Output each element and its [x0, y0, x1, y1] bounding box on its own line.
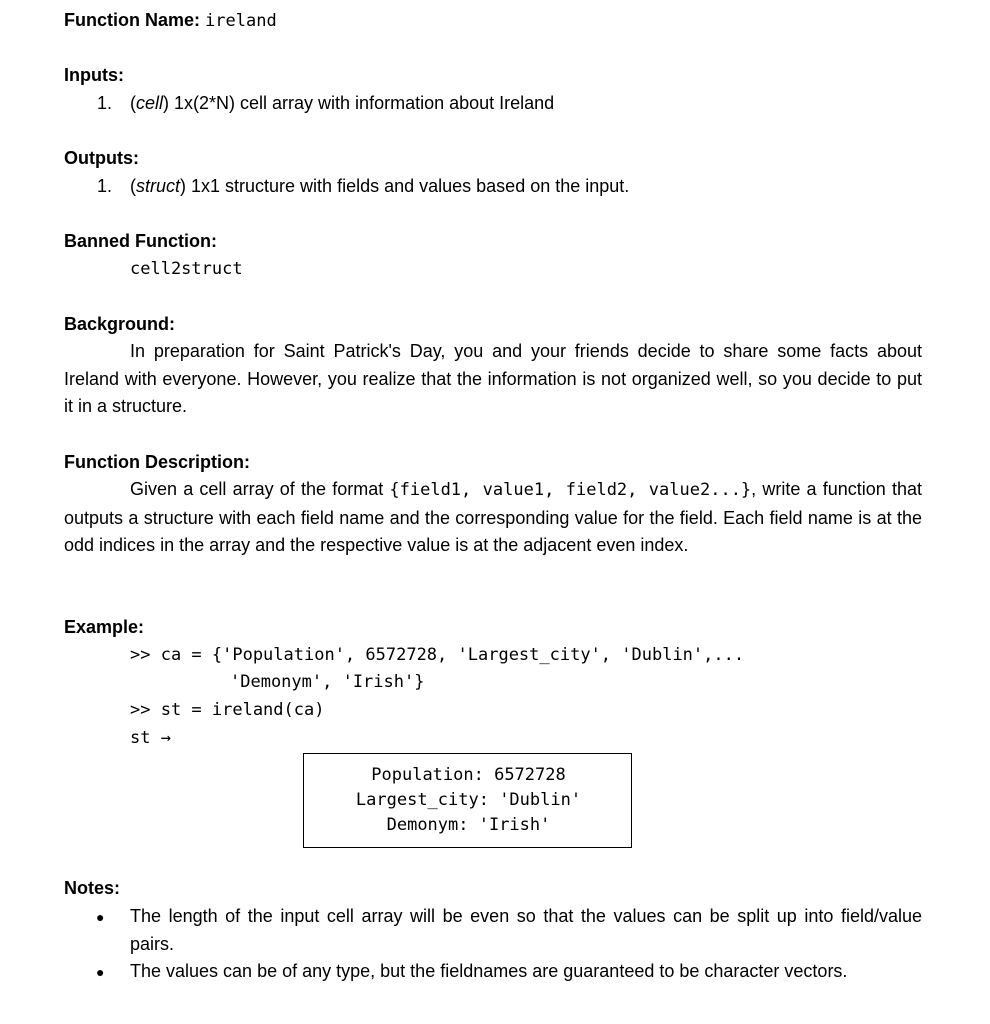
banned-function-value: cell2struct [130, 259, 243, 279]
output-item: (struct) 1x1 structure with fields and values based on the input. [130, 176, 630, 196]
example-code-line-3: >> st = ireland(ca) [130, 700, 325, 720]
example-code-line-1: >> ca = {'Population', 6572728, 'Largest_city', 'Dublin',... [130, 645, 745, 665]
note-bullet-1: ● [96, 909, 105, 925]
input-item: (cell) 1x(2*N) cell array with information about Ireland [130, 93, 555, 113]
description-paragraph [64, 476, 922, 560]
description-code: {field1, value1, field2, value2...} [389, 480, 752, 500]
outputs-heading: Outputs: [64, 148, 139, 168]
description-text-after: , write a function that outputs a structure with each field name and the corresponding value for the field. Each field name is at the odd indices in the array and the respective value is at the adjacent even index. [64, 479, 922, 555]
function-name-label: Function Name: [64, 10, 201, 30]
note-bullet-2: ● [96, 964, 105, 980]
background-heading: Background: [64, 314, 176, 334]
background-text: In preparation for Saint Patrick's Day, you and your friends decide to share some facts about Ireland with everyone. However, you realize that the information is not organized well, so you decide to put it in a structure. [64, 341, 922, 416]
notes-heading: Notes: [64, 878, 121, 898]
banned-heading: Banned Function: [64, 231, 217, 251]
output-line-population: Population: 6572728 [371, 765, 566, 785]
note-item-2: The values can be of any type, but the fieldnames are guaranteed to be character vectors. [130, 961, 848, 981]
output-line-demonym: Demonym: 'Irish' [386, 815, 551, 835]
note-item-1: The length of the input cell array will be even so that the values can be split up into field/value pairs. [130, 906, 922, 954]
description-text-before: Given a cell array of the format [130, 479, 390, 499]
function-name-value: ireland [205, 11, 277, 31]
example-heading: Example: [64, 617, 145, 637]
example-code-line-4: st → [130, 728, 171, 748]
input-item-type: cell [136, 93, 164, 113]
output-item-number: 1. [97, 176, 113, 196]
example-code-line-2: 'Demonym', 'Irish'} [230, 672, 425, 692]
output-item-type: struct [136, 176, 181, 196]
input-item-number: 1. [97, 93, 113, 113]
output-line-largest-city: Largest_city: 'Dublin' [355, 790, 582, 810]
background-paragraph [64, 338, 922, 421]
output-item-text: 1x1 structure with fields and values based on the input. [191, 176, 630, 196]
example-output-box [303, 753, 632, 848]
function-name-line [64, 10, 277, 31]
description-heading: Function Description: [64, 452, 250, 472]
inputs-heading: Inputs: [64, 65, 124, 85]
input-item-text: 1x(2*N) cell array with information about Ireland [174, 93, 555, 113]
